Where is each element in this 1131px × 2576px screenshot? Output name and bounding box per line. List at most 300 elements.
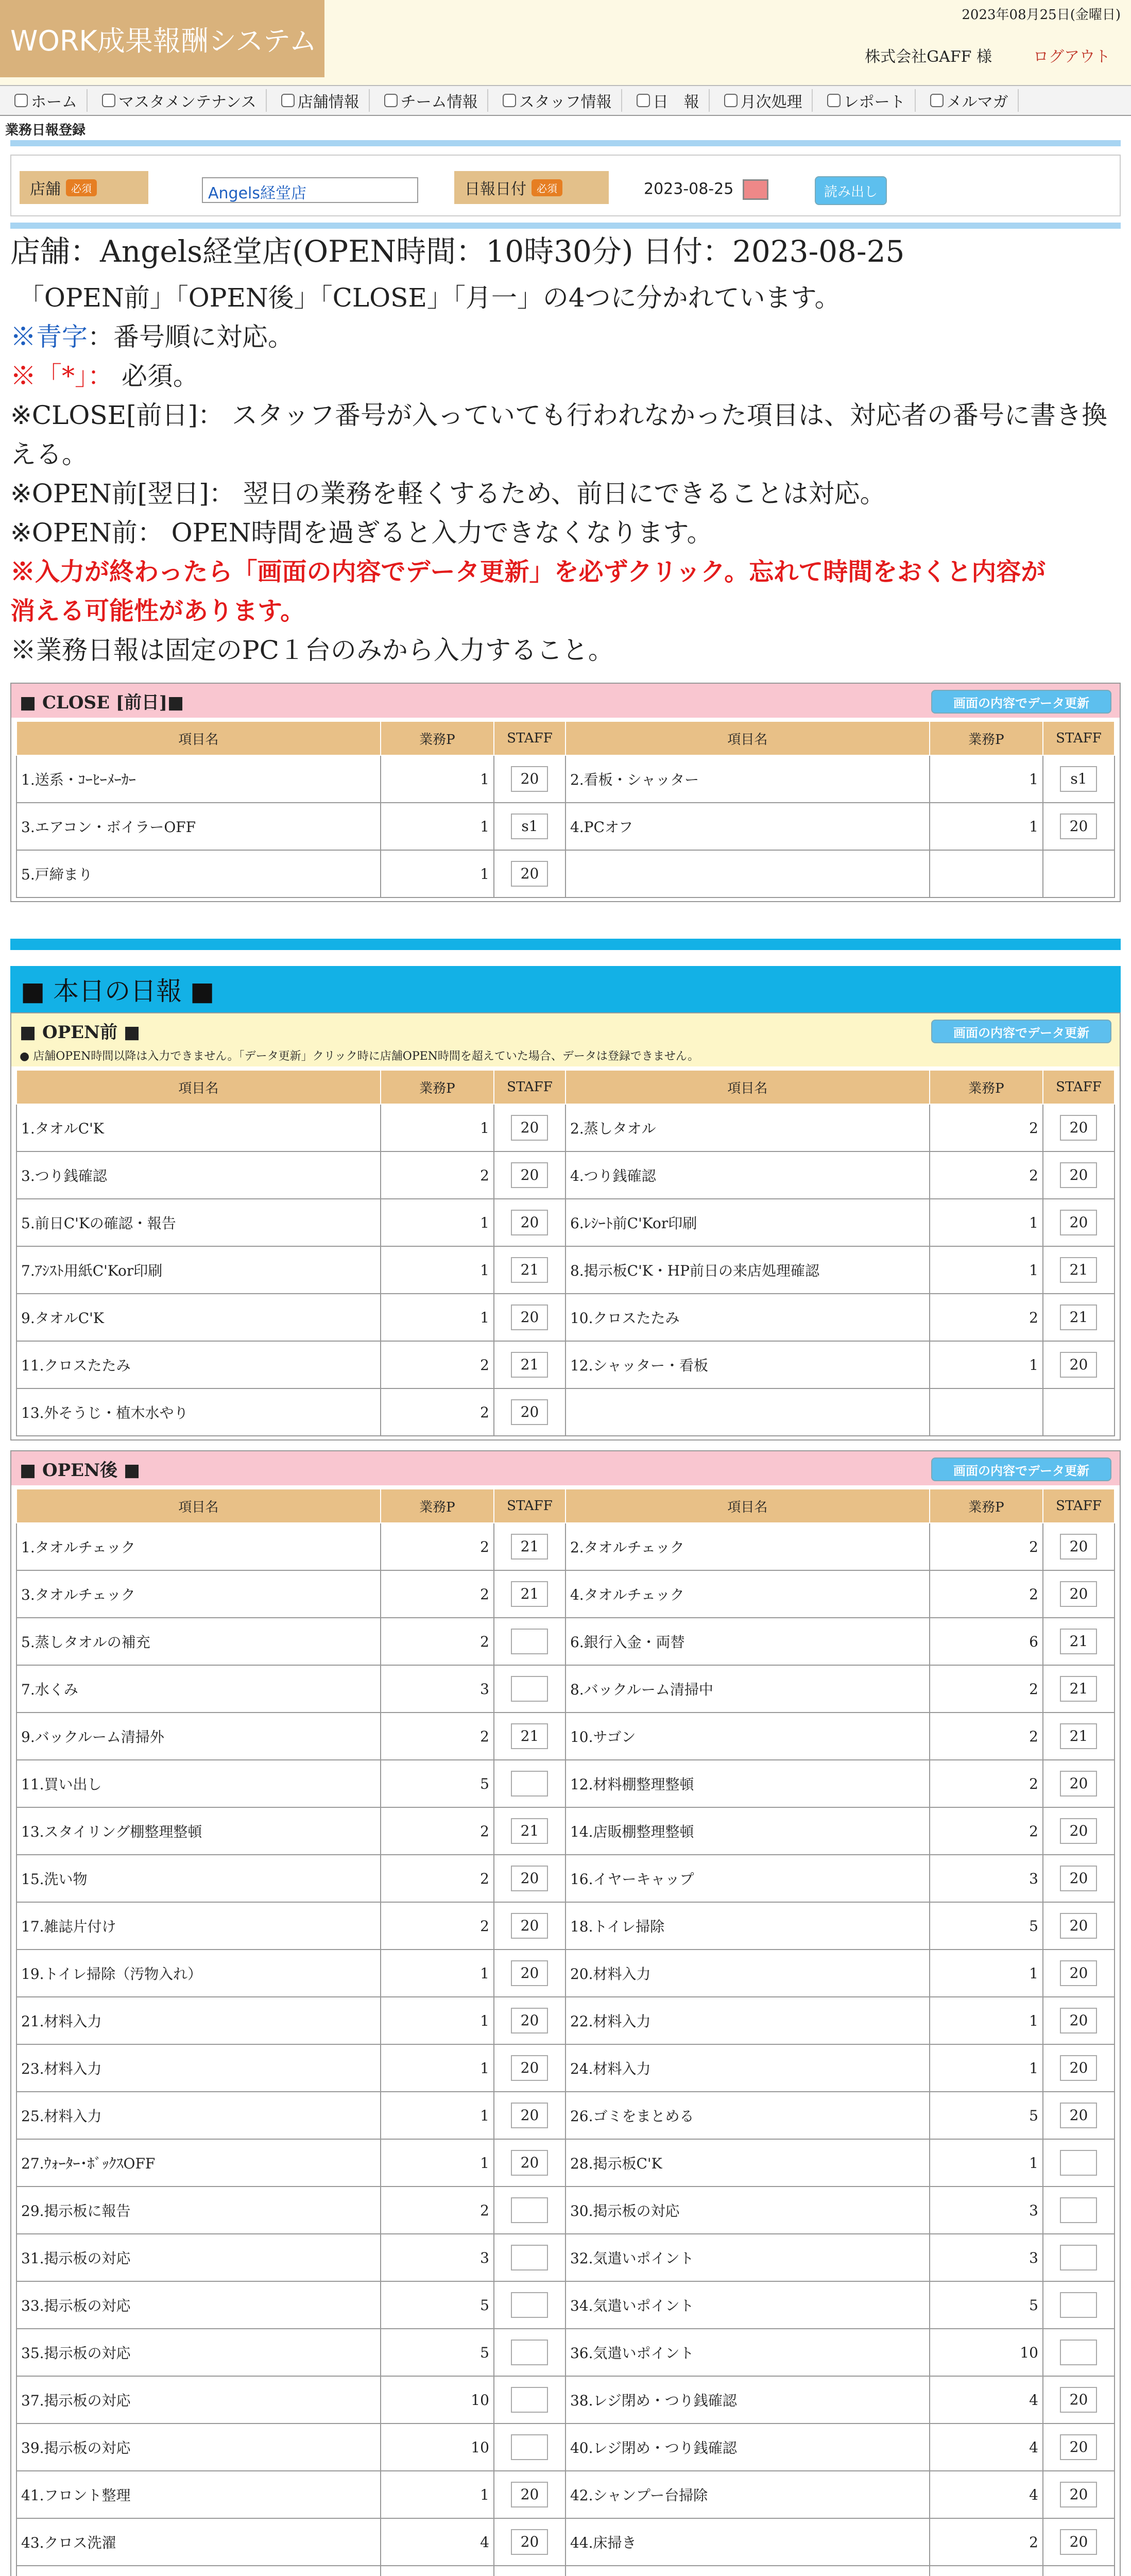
staff-cell <box>1043 1618 1115 1665</box>
staff-input[interactable]: 20 <box>1060 1352 1097 1378</box>
staff-cell <box>1043 1760 1115 1807</box>
staff-input[interactable]: 20 <box>1060 2103 1097 2128</box>
staff-input[interactable]: 20 <box>1060 1866 1097 1891</box>
column-header: 業務P <box>930 721 1043 755</box>
required-badge: 必須 <box>66 179 97 196</box>
staff-cell <box>1043 2518 1115 2566</box>
staff-input[interactable]: 20 <box>511 1162 548 1188</box>
task-name: 10.クロスたたみ <box>566 1294 930 1341</box>
staff-input[interactable] <box>511 1629 548 1654</box>
task-name: 11.買い出し <box>16 1760 381 1807</box>
staff-input[interactable]: 20 <box>1060 1960 1097 1986</box>
task-name: 24.材料入力 <box>566 2044 930 2092</box>
staff-icon <box>503 94 516 107</box>
staff-cell <box>494 1294 566 1341</box>
staff-input[interactable]: 20 <box>511 861 548 887</box>
staff-cell <box>494 1199 566 1246</box>
staff-cell <box>494 1855 566 1902</box>
task-name: 2.看板・シャッター <box>566 755 930 803</box>
section-header <box>11 684 1120 718</box>
task-name: 3.タオルチェック <box>16 1570 381 1618</box>
task-name: 35.掲示板の対応 <box>16 2329 381 2376</box>
staff-input[interactable] <box>511 2245 548 2270</box>
task-name: 1.タオルC'K <box>16 1104 381 1151</box>
nav-label: スタッフ情報 <box>519 93 612 111</box>
staff-input[interactable]: 20 <box>511 766 548 792</box>
task-points: 10 <box>381 2376 494 2424</box>
staff-input[interactable]: 21 <box>1060 1723 1097 1749</box>
section-header <box>11 1013 1120 1047</box>
task-name: 9.バックルーム清掃外 <box>16 1713 381 1760</box>
info-line-text: 「OPEN前」「OPEN後」「CLOSE」「月一」の4つに分かれています。 <box>18 283 841 313</box>
staff-cell <box>1043 1997 1115 2044</box>
staff-input[interactable]: 20 <box>511 2150 548 2176</box>
staff-input[interactable]: 20 <box>1060 1913 1097 1939</box>
task-name: 4.つり銭確認 <box>566 1151 930 1199</box>
staff-input[interactable] <box>511 1771 548 1797</box>
column-header: 項目名 <box>16 1489 381 1523</box>
staff-input[interactable]: 20 <box>1060 1534 1097 1560</box>
task-points: 1 <box>381 755 494 803</box>
task-table <box>16 1070 1115 1436</box>
task-name: 14.店販棚整理整頓 <box>566 1807 930 1855</box>
nav-item-5[interactable] <box>627 89 710 112</box>
warning-line: 消える可能性があります。 <box>10 597 305 625</box>
task-name: 3.エアコン・ボイラーOFF <box>16 803 381 850</box>
staff-cell <box>1043 2139 1115 2187</box>
task-points: 2 <box>381 1388 494 1436</box>
nav-label: チーム情報 <box>400 93 478 111</box>
staff-cell <box>1043 2234 1115 2281</box>
task-points: 2 <box>381 1618 494 1665</box>
table-row <box>16 1151 1115 1199</box>
staff-input[interactable] <box>511 2387 548 2413</box>
task-name <box>566 1388 930 1436</box>
task-points: 2 <box>381 1341 494 1388</box>
task-points: 3 <box>381 1665 494 1713</box>
column-header: STAFF <box>494 721 566 755</box>
task-name: 22.材料入力 <box>566 1997 930 2044</box>
staff-input[interactable]: 20 <box>511 2008 548 2033</box>
staff-cell <box>494 2187 566 2234</box>
task-name: 9.タオルC'K <box>16 1294 381 1341</box>
staff-input[interactable]: 21 <box>1060 1257 1097 1283</box>
task-name: 28.掲示板C'K <box>566 2139 930 2187</box>
column-header: STAFF <box>494 1489 566 1523</box>
staff-cell <box>494 2329 566 2376</box>
task-points: 1 <box>381 2092 494 2139</box>
task-name: 8.バックルーム清掃中 <box>566 1665 930 1713</box>
nav-item-6[interactable] <box>715 89 813 112</box>
required-badge: 必須 <box>532 179 562 196</box>
chart-icon <box>827 94 841 107</box>
staff-input[interactable]: 20 <box>511 1960 548 1986</box>
staff-input[interactable]: 20 <box>511 2055 548 2081</box>
column-header: STAFF <box>1043 721 1115 755</box>
table-row <box>16 1570 1115 1618</box>
task-points: 2 <box>930 1807 1043 1855</box>
info-line: える。 <box>10 439 88 469</box>
info-line-text: 必須。 <box>121 361 199 391</box>
staff-input[interactable] <box>1060 2340 1097 2365</box>
update-data-button[interactable]: 画面の内容でデータ更新 <box>931 1458 1111 1481</box>
task-name: 3.つり銭確認 <box>16 1151 381 1199</box>
task-name: 38.レジ閉め・つり銭確認 <box>566 2376 930 2424</box>
task-name: 12.シャッター・看板 <box>566 1341 930 1388</box>
task-name: 7.ｱｼｽﾄ用紙C'Kor印刷 <box>16 1246 381 1294</box>
staff-cell <box>1043 1902 1115 1950</box>
staff-cell <box>1043 1246 1115 1294</box>
task-points: 2 <box>381 1902 494 1950</box>
company-name: 株式会社GAFF 様 <box>865 48 992 66</box>
column-header: 業務P <box>381 721 494 755</box>
divider <box>10 939 1121 950</box>
staff-cell <box>1043 1807 1115 1855</box>
main-nav <box>0 85 1131 116</box>
task-points: 2 <box>930 1104 1043 1151</box>
staff-cell <box>494 2471 566 2518</box>
task-name: 44.床掃き <box>566 2518 930 2566</box>
staff-cell <box>494 1618 566 1665</box>
staff-cell <box>1043 1199 1115 1246</box>
task-points: 5 <box>930 2092 1043 2139</box>
task-points: 5 <box>930 1902 1043 1950</box>
filter-panel <box>10 155 1121 216</box>
staff-input[interactable]: 20 <box>1060 814 1097 839</box>
task-name: 10.サゴン <box>566 1713 930 1760</box>
info-line: ※CLOSE[前日]： スタッフ番号が入っていても行われなかった項目は、対応者の番号に書き換 <box>10 400 1108 430</box>
staff-cell <box>1043 1950 1115 1997</box>
staff-input[interactable] <box>511 2340 548 2365</box>
task-points: 1 <box>381 850 494 897</box>
table-row <box>16 1294 1115 1341</box>
staff-cell <box>494 1523 566 1570</box>
task-name: 13.外そうじ・植木水やり <box>16 1388 381 1436</box>
task-table <box>16 721 1115 898</box>
task-points: 1 <box>930 803 1043 850</box>
task-points: 5 <box>381 2281 494 2329</box>
task-points: 1 <box>381 1199 494 1246</box>
staff-cell <box>1043 1151 1115 1199</box>
staff-cell <box>1043 1294 1115 1341</box>
load-button[interactable]: 読み出し <box>815 176 887 205</box>
table-row <box>16 2424 1115 2471</box>
staff-input[interactable] <box>1060 2292 1097 2318</box>
header <box>0 0 1131 85</box>
blue-mark: ※青字 <box>10 322 88 352</box>
task-points: 2 <box>930 1665 1043 1713</box>
task-name: 13.スタイリング棚整理整頓 <box>16 1807 381 1855</box>
staff-cell <box>1043 1388 1115 1436</box>
table-row <box>16 2518 1115 2566</box>
task-name: 2.タオルチェック <box>566 1523 930 1570</box>
staff-input[interactable]: 21 <box>511 1723 548 1749</box>
staff-cell <box>1043 1104 1115 1151</box>
staff-input[interactable] <box>1060 2197 1097 2223</box>
staff-cell <box>1043 2281 1115 2329</box>
staff-input[interactable]: 20 <box>511 1399 548 1425</box>
staff-input[interactable]: 20 <box>1060 1771 1097 1797</box>
logout-link[interactable]: ログアウト <box>1033 48 1110 66</box>
task-name: 16.イヤーキャップ <box>566 1855 930 1902</box>
nav-item-7[interactable] <box>818 89 916 112</box>
staff-input[interactable]: 20 <box>1060 1115 1097 1141</box>
monthly-icon <box>724 94 738 107</box>
staff-input[interactable]: 20 <box>1060 2434 1097 2460</box>
page-title: 業務日報登録 <box>5 123 86 138</box>
column-header: STAFF <box>1043 1070 1115 1104</box>
task-name: 7.水くみ <box>16 1665 381 1713</box>
nav-item-0[interactable] <box>5 89 88 112</box>
section-close-prev <box>10 683 1121 902</box>
update-data-button[interactable]: 画面の内容でデータ更新 <box>931 1020 1111 1043</box>
staff-cell <box>494 755 566 803</box>
nav-item-4[interactable] <box>493 89 622 112</box>
info-line: ※OPEN前[翌日]： 翌日の業務を軽くするため、前日にできることは対応。 <box>10 479 886 509</box>
staff-cell <box>494 2092 566 2139</box>
table-row <box>16 2281 1115 2329</box>
task-points: 10 <box>381 2424 494 2471</box>
task-points: 4 <box>930 2376 1043 2424</box>
staff-input[interactable]: 20 <box>1060 2055 1097 2081</box>
table-row <box>16 1199 1115 1246</box>
task-name: 6.銀行入金・両替 <box>566 1618 930 1665</box>
staff-cell <box>494 1713 566 1760</box>
task-points: 5 <box>930 2281 1043 2329</box>
staff-cell <box>1043 1665 1115 1713</box>
staff-input[interactable]: 21 <box>1060 1676 1097 1702</box>
table-row <box>16 1997 1115 2044</box>
task-name: 1.送系・ｺｰﾋｰﾒｰｶｰ <box>16 755 381 803</box>
staff-cell <box>1043 1855 1115 1902</box>
staff-cell <box>1043 1341 1115 1388</box>
task-name: 21.材料入力 <box>16 1997 381 2044</box>
staff-input[interactable]: 21 <box>511 1818 548 1844</box>
table-row <box>16 1950 1115 1997</box>
section-header <box>11 1451 1120 1485</box>
staff-cell <box>494 2234 566 2281</box>
task-points: 1 <box>930 1246 1043 1294</box>
column-header: 項目名 <box>566 1070 930 1104</box>
staff-cell <box>494 2376 566 2424</box>
store-input[interactable]: Angels経堂店 <box>202 177 418 203</box>
table-row <box>16 803 1115 850</box>
nav-label: ホーム <box>31 93 77 111</box>
task-table <box>16 1488 1115 2576</box>
table-row <box>16 1902 1115 1950</box>
nav-label: 月次処理 <box>740 93 802 111</box>
staff-cell <box>494 1665 566 1713</box>
table-header-row <box>16 1489 1115 1523</box>
task-name: 19.トイレ掃除（汚物入れ） <box>16 1950 381 1997</box>
task-points: 2 <box>381 1713 494 1760</box>
staff-input[interactable]: 21 <box>1060 1629 1097 1654</box>
staff-input[interactable]: 20 <box>511 2529 548 2555</box>
task-points: 4 <box>930 2471 1043 2518</box>
task-name: 29.掲示板に報告 <box>16 2187 381 2234</box>
task-points: 1 <box>930 1199 1043 1246</box>
staff-cell <box>494 2424 566 2471</box>
staff-input[interactable] <box>1060 2245 1097 2270</box>
warning-line: ※入力が終わったら「画面の内容でデータ更新」を必ずクリック。忘れて時間をおくと内容が <box>10 557 1046 586</box>
task-points: 6 <box>930 1618 1043 1665</box>
task-name: 2.蒸しタオル <box>566 1104 930 1151</box>
task-points: 1 <box>930 755 1043 803</box>
staff-cell <box>1043 2187 1115 2234</box>
task-name: 1.タオルチェック <box>16 1523 381 1570</box>
table-row <box>16 1855 1115 1902</box>
staff-input[interactable]: s1 <box>1060 766 1097 792</box>
table-row <box>16 1341 1115 1388</box>
task-name: 43.クロス洗濯 <box>16 2518 381 2566</box>
column-header: 項目名 <box>566 1489 930 1523</box>
staff-input[interactable]: 20 <box>1060 1162 1097 1188</box>
staff-input[interactable] <box>511 2434 548 2460</box>
staff-input[interactable]: 20 <box>511 1913 548 1939</box>
staff-input[interactable]: 21 <box>511 1352 548 1378</box>
staff-input[interactable]: 20 <box>1060 1210 1097 1235</box>
staff-input[interactable]: 21 <box>511 1534 548 1560</box>
column-header: 業務P <box>930 1070 1043 1104</box>
task-points: 2 <box>930 1760 1043 1807</box>
table-row <box>16 1388 1115 1436</box>
task-name <box>16 2566 381 2576</box>
staff-cell <box>494 1104 566 1151</box>
staff-input[interactable]: 20 <box>511 2103 548 2128</box>
task-name: 25.材料入力 <box>16 2092 381 2139</box>
nav-item-1[interactable] <box>93 89 267 112</box>
task-points: 4 <box>930 2424 1043 2471</box>
staff-cell <box>1043 2329 1115 2376</box>
section-title: ■ OPEN後 ■ <box>20 1460 141 1481</box>
table-row <box>16 1713 1115 1760</box>
task-points: 2 <box>381 1151 494 1199</box>
today-report-bar: ■ 本日の日報 ■ <box>10 966 1121 1012</box>
staff-input[interactable] <box>511 2197 548 2223</box>
staff-cell <box>1043 755 1115 803</box>
section-open-after <box>10 1450 1121 2576</box>
nav-item-3[interactable] <box>375 89 488 112</box>
task-points: 1 <box>381 1950 494 1997</box>
staff-input[interactable]: 20 <box>511 1210 548 1235</box>
task-points: 3 <box>930 2234 1043 2281</box>
app-logo: WORK成果報酬システム <box>0 0 324 77</box>
update-data-button[interactable]: 画面の内容でデータ更新 <box>931 690 1111 714</box>
task-name: 18.トイレ掃除 <box>566 1902 930 1950</box>
divider <box>10 223 1121 229</box>
staff-input[interactable]: 21 <box>511 1257 548 1283</box>
staff-cell <box>494 1760 566 1807</box>
task-name: 36.気遣いポイント <box>566 2329 930 2376</box>
current-date: 2023年08月25日(金曜日) <box>962 7 1121 23</box>
report-icon <box>637 94 650 107</box>
staff-input[interactable]: 20 <box>1060 2387 1097 2413</box>
table-row <box>16 2329 1115 2376</box>
table-row <box>16 2471 1115 2518</box>
staff-input[interactable]: 20 <box>1060 1818 1097 1844</box>
task-name: 20.材料入力 <box>566 1950 930 1997</box>
task-name <box>566 2566 930 2576</box>
task-name: 4.タオルチェック <box>566 1570 930 1618</box>
staff-cell <box>1043 803 1115 850</box>
task-points: 1 <box>381 1997 494 2044</box>
task-name: 31.掲示板の対応 <box>16 2234 381 2281</box>
section-title: ■ OPEN前 ■ <box>20 1022 141 1043</box>
staff-input[interactable] <box>511 2292 548 2318</box>
table-row <box>16 850 1115 897</box>
task-name: 41.フロント整理 <box>16 2471 381 2518</box>
task-name: 39.掲示板の対応 <box>16 2424 381 2471</box>
task-points: 2 <box>930 1570 1043 1618</box>
table-row <box>16 1618 1115 1665</box>
staff-input[interactable]: 20 <box>511 1115 548 1141</box>
staff-input[interactable]: 21 <box>511 1581 548 1607</box>
staff-input[interactable]: 20 <box>1060 2529 1097 2555</box>
date-input[interactable] <box>639 177 788 203</box>
table-row <box>16 1665 1115 1713</box>
nav-item-8[interactable] <box>921 89 1019 112</box>
calendar-icon[interactable] <box>743 179 768 200</box>
staff-cell <box>494 1570 566 1618</box>
staff-input[interactable]: 20 <box>511 1866 548 1891</box>
staff-input[interactable] <box>511 1676 548 1702</box>
staff-input[interactable]: 20 <box>1060 2008 1097 2033</box>
task-name: 23.材料入力 <box>16 2044 381 2092</box>
task-name: 37.掲示板の対応 <box>16 2376 381 2424</box>
required-mark: ※「*」： <box>10 361 113 391</box>
staff-cell <box>494 2281 566 2329</box>
column-header: 項目名 <box>16 1070 381 1104</box>
nav-label: レポート <box>843 93 905 111</box>
task-points: 2 <box>930 1713 1043 1760</box>
task-name: 4.PCオフ <box>566 803 930 850</box>
staff-cell <box>494 1997 566 2044</box>
staff-cell <box>1043 2044 1115 2092</box>
task-name: 30.掲示板の対応 <box>566 2187 930 2234</box>
task-points: 2 <box>381 1523 494 1570</box>
table-row <box>16 755 1115 803</box>
team-icon <box>384 94 398 107</box>
task-name: 17.雑誌片付け <box>16 1902 381 1950</box>
staff-cell <box>1043 1523 1115 1570</box>
info-line: ※業務日報は固定のPC１台のみから入力すること。 <box>10 635 614 665</box>
table-row <box>16 1523 1115 1570</box>
section-open-before <box>10 1012 1121 1440</box>
staff-input[interactable]: 20 <box>511 1304 548 1330</box>
task-points: 1 <box>381 2471 494 2518</box>
task-name: 5.戸締まり <box>16 850 381 897</box>
task-name: 40.レジ閉め・つり銭確認 <box>566 2424 930 2471</box>
staff-input[interactable]: 20 <box>511 2482 548 2507</box>
nav-label: メルマガ <box>946 93 1008 111</box>
staff-cell <box>1043 1713 1115 1760</box>
staff-input[interactable]: s1 <box>511 814 548 839</box>
nav-item-2[interactable] <box>272 89 370 112</box>
task-points: 1 <box>930 1341 1043 1388</box>
task-name: 6.ﾚｼｰﾄ前C'Kor印刷 <box>566 1199 930 1246</box>
column-header: 項目名 <box>16 721 381 755</box>
task-points: 3 <box>381 2234 494 2281</box>
task-points <box>930 2566 1043 2576</box>
staff-input[interactable]: 20 <box>1060 1581 1097 1607</box>
staff-cell <box>1043 2424 1115 2471</box>
staff-input[interactable] <box>1060 2150 1097 2176</box>
staff-input[interactable]: 21 <box>1060 1304 1097 1330</box>
task-points: 1 <box>381 2044 494 2092</box>
nav-label: 店舗情報 <box>297 93 359 111</box>
staff-input[interactable]: 20 <box>1060 2482 1097 2507</box>
task-points: 2 <box>930 1523 1043 1570</box>
